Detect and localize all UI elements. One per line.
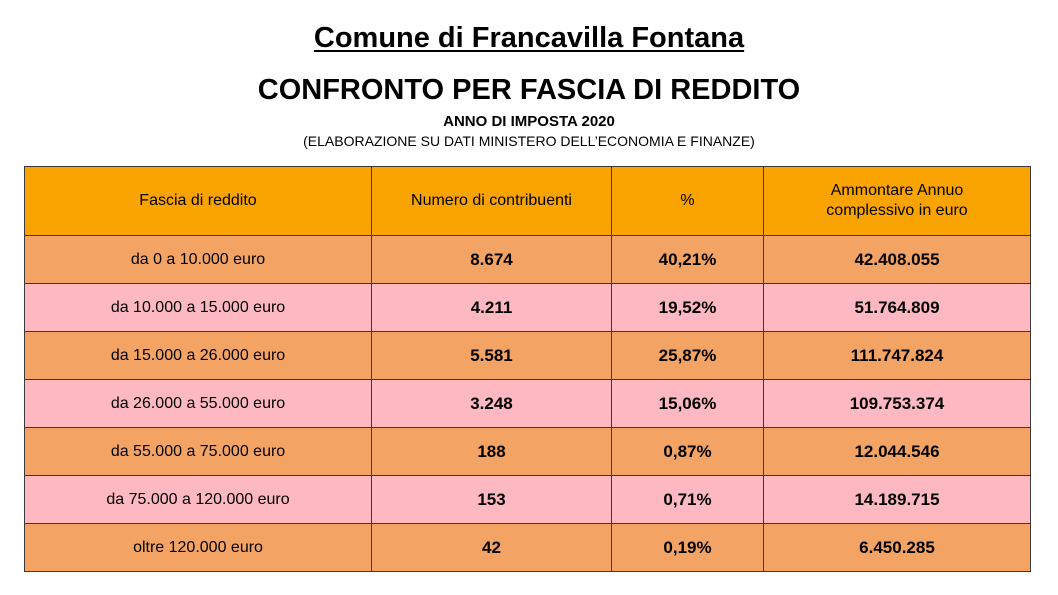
cell-amount: 109.753.374 xyxy=(764,380,1031,428)
page-title: Comune di Francavilla Fontana xyxy=(313,22,745,54)
cell-amount: 42.408.055 xyxy=(764,236,1031,284)
cell-amount: 51.764.809 xyxy=(764,284,1031,332)
cell-count: 42 xyxy=(372,524,612,572)
cell-band: da 26.000 a 55.000 euro xyxy=(25,380,372,428)
cell-percent: 0,71% xyxy=(612,476,764,524)
tax-year-label: ANNO DI IMPOSTA 2020 xyxy=(443,113,615,130)
cell-amount: 6.450.285 xyxy=(764,524,1031,572)
income-band-table xyxy=(24,166,1031,572)
cell-amount: 14.189.715 xyxy=(764,476,1031,524)
column-header-count: Numero di contribuenti xyxy=(372,167,612,236)
column-header-amount-label: Ammontare Annuo complessivo in euro xyxy=(826,182,968,219)
cell-count: 4.211 xyxy=(372,284,612,332)
table-row xyxy=(25,524,1031,572)
cell-count: 8.674 xyxy=(372,236,612,284)
cell-percent: 15,06% xyxy=(612,380,764,428)
cell-percent: 0,19% xyxy=(612,524,764,572)
cell-amount: 111.747.824 xyxy=(764,332,1031,380)
table-row xyxy=(25,236,1031,284)
cell-band: oltre 120.000 euro xyxy=(25,524,372,572)
cell-amount: 12.044.546 xyxy=(764,428,1031,476)
table-header-row xyxy=(25,167,1031,236)
cell-band: da 55.000 a 75.000 euro xyxy=(25,428,372,476)
page-subtitle: CONFRONTO PER FASCIA DI REDDITO xyxy=(257,74,801,106)
table-row xyxy=(25,380,1031,428)
cell-percent: 19,52% xyxy=(612,284,764,332)
table-row xyxy=(25,284,1031,332)
cell-percent: 40,21% xyxy=(612,236,764,284)
table-row xyxy=(25,332,1031,380)
cell-percent: 25,87% xyxy=(612,332,764,380)
column-header-percent: % xyxy=(612,167,764,236)
cell-band: da 75.000 a 120.000 euro xyxy=(25,476,372,524)
table-row xyxy=(25,476,1031,524)
cell-count: 3.248 xyxy=(372,380,612,428)
cell-band: da 0 a 10.000 euro xyxy=(25,236,372,284)
table-row xyxy=(25,428,1031,476)
cell-count: 153 xyxy=(372,476,612,524)
cell-count: 5.581 xyxy=(372,332,612,380)
data-source-note: (ELABORAZIONE SU DATI MINISTERO DELL’ECONOMIA E FINANZE) xyxy=(303,133,755,149)
column-header-band: Fascia di reddito xyxy=(25,167,372,236)
cell-band: da 15.000 a 26.000 euro xyxy=(25,332,372,380)
cell-percent: 0,87% xyxy=(612,428,764,476)
column-header-amount xyxy=(764,167,1031,236)
cell-count: 188 xyxy=(372,428,612,476)
cell-band: da 10.000 a 15.000 euro xyxy=(25,284,372,332)
